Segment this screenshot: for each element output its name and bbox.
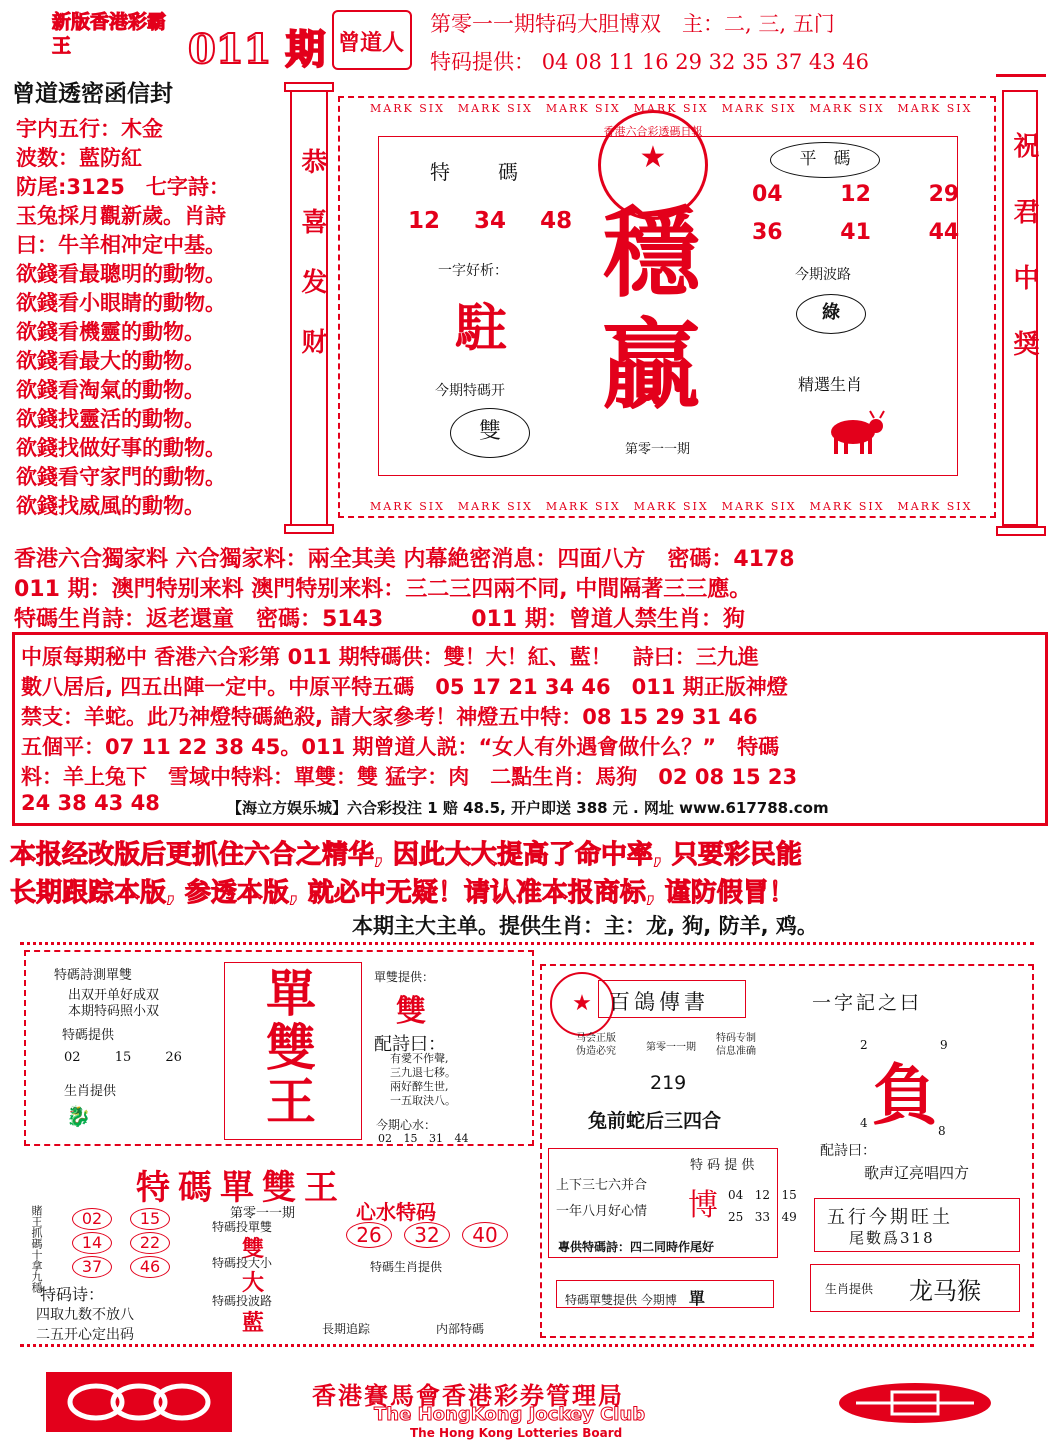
panel-c-poem-label: 配詩曰：: [820, 1143, 876, 1159]
panel-a-zodiac-label: 生肖提供: [64, 1084, 117, 1099]
digit: 9: [940, 1038, 948, 1052]
panel-b-bs-value: 大: [242, 1270, 265, 1296]
middle-line-2: 011 期：澳門特别来料 澳門特别来料：三二三四兩不同, 中間隔著三三應。: [14, 577, 752, 602]
ad-link[interactable]: 【海立方娱乐城】六合彩投注 1 赔 48.5, 开户即送 388 元 . 网址 www.617788.com: [227, 799, 829, 817]
big-chars: 穩贏: [601, 196, 700, 423]
num-pill: 14: [72, 1232, 112, 1254]
decor-border-top: [20, 942, 1034, 951]
zodiac-label: 精選生肖: [798, 375, 863, 394]
panel-c-note-left: 马会正版 伪造必究: [576, 1033, 616, 1057]
ox-icon: [818, 408, 888, 462]
seal-text: 曾道人: [338, 30, 405, 56]
decor-border-bottom: [20, 1344, 1034, 1353]
left-line: 欲錢找威風的動物。: [16, 494, 205, 518]
redbox-line: 五個平：07 11 22 38 45。011 期曾道人説：“女人有外遇會做什么？” 特碼: [21, 735, 780, 759]
star-icon: ★: [572, 991, 592, 1016]
left-line: 欲錢看小眼睛的動物。: [16, 291, 226, 315]
left-line: 欲錢看機靈的動物。: [16, 320, 205, 344]
wave-label: 今期波路: [795, 267, 851, 283]
redbox-line: 中原每期秘中 香港六合彩第 011 期特碼供：雙！大！紅、藍！ 詩曰：三九進: [21, 645, 759, 669]
panel-a-title: 特碼詩測單雙: [54, 968, 133, 983]
left-line: 欲錢找做好事的動物。: [16, 436, 226, 460]
digit: 4: [860, 1116, 868, 1130]
notice-line-2: 长期跟踪本版, 参透本版, 就必中无疑！请认准本报商标, 谨防假冒！: [10, 878, 795, 908]
panel-c-phrase: 兔前蛇后三四合: [588, 1110, 722, 1132]
center-stamp: 香港六合彩透碼日報 ★: [598, 110, 708, 220]
panel-a-ds-char: 雙: [396, 994, 426, 1029]
this-period-label: 今期特碼开: [435, 383, 505, 399]
notice-line-1: 本报经改版后更抓住六合之精华, 因此大大提高了命中率, 只要彩民能: [10, 840, 802, 870]
pingma-oval: 平 碼: [770, 142, 880, 178]
panel-a-numbers: 02 15 26: [64, 1050, 182, 1065]
panel-c-yizi-title: 一字記之曰: [812, 992, 923, 1014]
yizi-label: 一字好析：: [438, 263, 508, 279]
panel-a: [24, 950, 534, 1146]
panel-b-period: 第零一一期: [230, 1206, 296, 1221]
period-title: 011 期: [188, 26, 326, 73]
panel-a-poem2: 本期特码照小双: [68, 1004, 160, 1019]
panel-c-poem: 歌声辽亮唱四方: [864, 1164, 970, 1182]
panel-c-number: 219: [650, 1072, 687, 1094]
star-icon: ★: [639, 140, 667, 175]
wave-oval: 綠: [796, 294, 866, 334]
left-line: 欲錢看最聰明的動物。: [16, 262, 226, 286]
panel-b-left-label: 賭王抓碼十拿九穩: [30, 1205, 43, 1293]
special-numbers: 04 08 11 16 29 32 35 37 43 46: [541, 50, 869, 74]
panel-a-ds-label: 單雙提供：: [374, 970, 435, 984]
panel-b-ds-value: 雙: [242, 1236, 265, 1262]
dragon-icon: 🐉: [66, 1104, 91, 1128]
panel-b-inner-label: 内部特碼: [436, 1322, 485, 1336]
special-numbers-row: [430, 46, 869, 76]
middle-line-1: 香港六合獨家料 六合獨家料：兩全其美 内幕絶密消息：四面八方 密碼：4178: [14, 547, 795, 572]
notice-line-3: 本期主大主单。提供生肖：主：龙, 狗, 防羊, 鸡。: [352, 914, 818, 938]
brand-logo: 新版香港彩霸王: [52, 11, 167, 57]
redbox-line: 禁支：羊蛇。此乃神燈特碼絶殺, 請大家參考！神燈五中特：08 15 29 31 46: [21, 705, 758, 729]
left-line: 玉兔採月觀新歲。肖詩: [16, 204, 226, 228]
panel-c-rhyme2: 一年八月好心情: [556, 1204, 648, 1219]
panel-a-provide: 特碼提供: [62, 1028, 115, 1043]
panel-b-wave-label: 特碼投波路: [212, 1294, 273, 1308]
left-line: 欲錢看淘氣的動物。: [16, 378, 205, 402]
heart-pill: 40: [462, 1222, 508, 1248]
panel-b-long-label: 長期追踪: [322, 1322, 371, 1336]
left-line: 曰：牛羊相冲定中基。: [16, 233, 226, 257]
panel-b-poem2: 二五开心定出码: [36, 1327, 134, 1343]
left-line: 欲錢看守家門的動物。: [16, 465, 226, 489]
panel-a-poem1: 出双开单好成双: [68, 988, 160, 1003]
panel-b-ds-label: 特碼投單雙: [212, 1220, 273, 1234]
scroll-right-text: 祝君中奨: [1009, 132, 1039, 396]
panel-c-wuxing-box: 五行今期旺土 尾數爲318: [814, 1198, 1020, 1252]
num-pill: 02: [72, 1208, 112, 1230]
panel-b-heart-label: 心水特码: [356, 1200, 436, 1224]
panel-b-zodiac-label: 特碼生肖提供: [370, 1260, 443, 1274]
tema-numbers: 12 34 48: [408, 208, 573, 234]
panel-b-wave-value: 藍: [242, 1310, 265, 1336]
panel-c-bo-numbers: 04 12 15 25 33 49: [728, 1188, 797, 1224]
pingma-row1: 04 12 29: [752, 182, 960, 207]
scroll-left: [290, 90, 328, 526]
scroll-right: [1002, 90, 1038, 526]
footer-emblem-right: [836, 1380, 994, 1430]
footer-emblem-left: [46, 1372, 232, 1436]
watermark-bottom: MARK SIX MARK SIX MARK SIX MARK SIX MARK SIX MARK SIX MARK SIX: [370, 500, 973, 513]
redbox-line: 24 38 43 48: [21, 791, 160, 815]
left-line: 欲錢找靈活的動物。: [16, 407, 205, 431]
panel-c-rhyme1: 上下三七六并合: [556, 1178, 648, 1193]
digit: 2: [860, 1038, 868, 1052]
footer-title: 香港賽馬會香港彩券管理局: [312, 1381, 624, 1410]
tema-label: 特 碼: [430, 160, 532, 184]
left-line: 波数：藍防紅: [16, 146, 142, 170]
danshuang-wang: [224, 962, 362, 1140]
panel-c-ds-box: 特碼單雙提供 今期博 單: [556, 1280, 774, 1308]
panel-c-note-right: 特码专制 信息准确: [716, 1033, 756, 1057]
special-label: 特码提供：: [430, 50, 535, 74]
panel-b-bs-label: 特碼投大小: [212, 1256, 273, 1270]
pingma-row2: 36 41 44: [752, 220, 960, 245]
redbox-line: 數八居后, 四五出陣一定中。中原平特五碼 05 17 21 34 46 011 期正版神燈: [21, 675, 788, 699]
yizi-char: 駐: [455, 298, 508, 359]
watermark-top: MARK SIX MARK SIX MARK SIX MARK SIX MARK SIX MARK SIX MARK SIX: [370, 102, 973, 115]
redbox-line: 料：羊上兔下 雪域中特料：單雙：雙 猛字：肉 二點生肖：馬狗 02 08 15 23: [21, 765, 798, 789]
num-pill: 15: [130, 1208, 170, 1230]
panel-c-provide-label: 特 码 提 供: [690, 1158, 755, 1173]
num-pill: 37: [72, 1256, 112, 1278]
left-title: 曾道透密函信封: [12, 81, 173, 107]
left-line: 欲錢看最大的動物。: [16, 349, 205, 373]
panel-c-zodiac-box: 生肖提供 龙马猴: [810, 1264, 1020, 1312]
panel-a-heart-label: 今期心水：: [376, 1118, 437, 1132]
footer-sub1: The HongKong Jockey Club: [374, 1404, 646, 1425]
panel-c-title-box: 百鴿傳書: [598, 980, 746, 1018]
heart-pill: 26: [346, 1222, 392, 1248]
panel-a-poem-lines: 有愛不作聲, 三九退七移。 兩好醉生世, 一五取決八。: [390, 1052, 456, 1107]
left-line: 防尾:3125 七字詩：: [16, 175, 230, 199]
center-period-label: 第零一一期: [625, 442, 691, 457]
num-pill: 46: [130, 1256, 170, 1278]
panel-c: [540, 964, 1034, 1338]
center-card: [338, 96, 996, 518]
footer-sub2: The Hong Kong Lotteries Board: [410, 1426, 623, 1440]
red-info-box: [12, 632, 1048, 826]
panel-b-poem-label: 特码诗：: [40, 1285, 105, 1304]
panel-a-poem-title: 配詩曰：: [374, 1034, 446, 1055]
this-period-oval: 雙: [450, 408, 530, 458]
scroll-left-text: 恭喜发财: [297, 148, 327, 388]
panel-c-bo-char: 博: [688, 1188, 718, 1223]
panel-c-special-poem: 專供特碼詩：四二同時作尾好: [558, 1240, 715, 1254]
seal-logo: [332, 10, 412, 70]
num-pill: 22: [130, 1232, 170, 1254]
panel-b-poem1: 四取九数不放八: [36, 1307, 134, 1323]
panel-b-title: 特碼單雙王: [136, 1168, 346, 1208]
middle-line-3: 特碼生肖詩：返老還童 密碼：5143 011 期：曾道人禁生肖：狗: [14, 607, 745, 632]
digit: 8: [938, 1124, 946, 1138]
heart-pill: 32: [404, 1222, 450, 1248]
panel-c-yizi-char: 負: [872, 1056, 938, 1134]
danshuang-wang-text: 單雙王: [266, 964, 316, 1131]
headline: 第零一一期特码大胆博双 主：二, 三, 五门: [430, 12, 835, 36]
panel-c-period: 第零一一期: [646, 1042, 696, 1053]
panel-a-heart-numbers: 02 15 31 44: [378, 1132, 469, 1145]
left-line: 宇内五行：木金: [16, 117, 163, 141]
